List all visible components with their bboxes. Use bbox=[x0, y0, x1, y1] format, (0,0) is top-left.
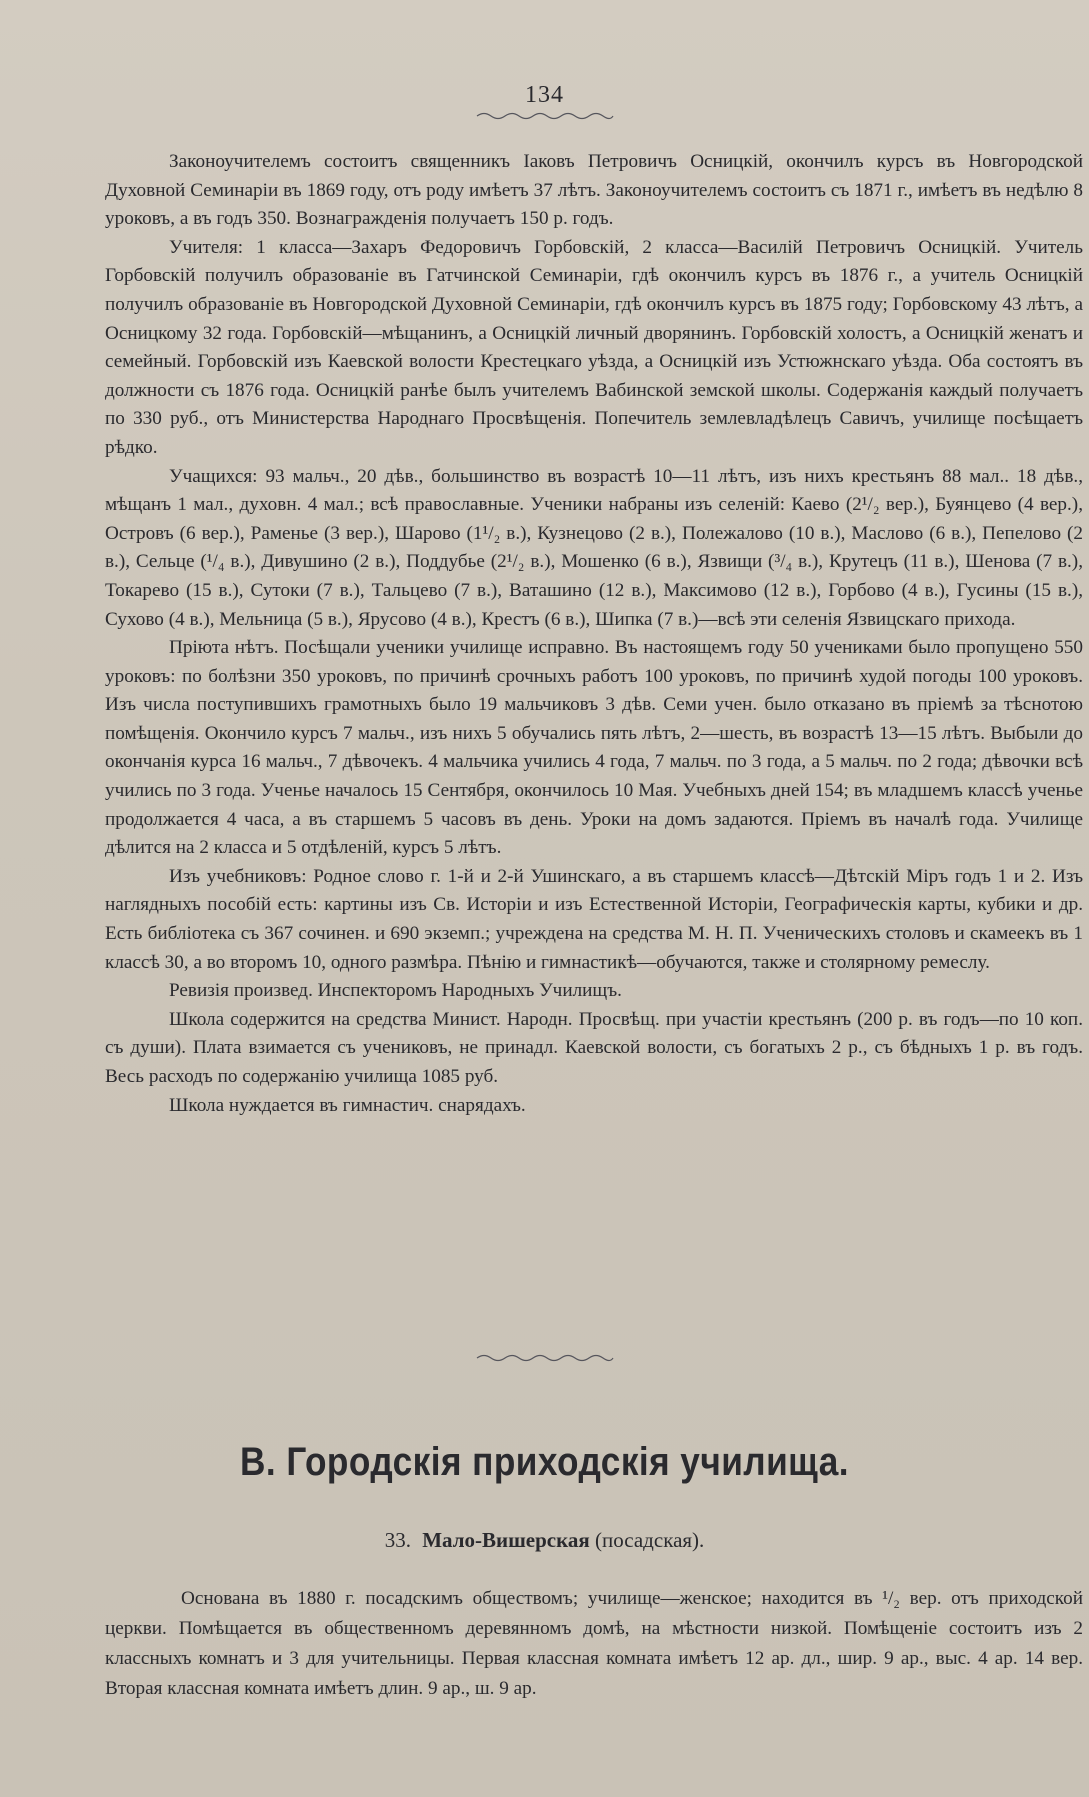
school-heading bbox=[0, 1528, 1089, 1553]
main-text-block bbox=[105, 148, 1083, 1120]
paragraph-teachers: Учителя: 1 класса—Захаръ Федоровичъ Горбовскій, 2 класса—Василій Петровичъ Осницкій. Учитель Горбовскій получилъ образованіе въ Гатчинской Семинаріи, гдѣ окончилъ курсъ въ 1876 г., а учитель Осницкій получилъ образованіе въ Новгородской Духовной Семинаріи, гдѣ окончилъ курсъ въ 1875 году; Горбовскому 43 лѣтъ, а Осницкому 32 года. Горбовскій—мѣщанинъ, а Осницкій личный дворянинъ. Горбовскій холостъ, а Осницкій женатъ и семейный. Горбовскій изъ Каевской волости Крестецкаго уѣзда, а Осницкій изъ Устюжнскаго уѣзда. Оба состоятъ въ должности съ 1876 года. Осницкій ранѣе былъ учителемъ Вабинской земской школы. Содержанія каждый получаетъ по 330 руб., отъ Министерства Народнаго Просвѣщенія. Попечитель землевладѣлецъ Савичъ, училище посѣщаетъ рѣдко. bbox=[105, 236, 1083, 458]
school-type: (посадская). bbox=[595, 1528, 705, 1552]
ornament-divider-middle bbox=[475, 1352, 615, 1364]
paragraph-funding: Школа содержится на средства Минист. Народн. Просвѣщ. при участіи крестьянъ (200 р. въ годъ—по 10 коп. съ души). Плата взимается съ учениковъ, не принадл. Каевской волости, съ богатыхъ 2 р., съ бѣдныхъ 1 р. въ годъ. Весь расходъ по содержанію училища 1085 руб. bbox=[105, 1008, 1083, 1087]
paragraph-needs: Школа нуждается въ гимнастич. снарядахъ. bbox=[169, 1094, 526, 1116]
school-number: 33. bbox=[384, 1528, 411, 1552]
section-text-block bbox=[105, 1584, 1083, 1704]
section-title: В. Городскія приходскія училища. bbox=[240, 1440, 849, 1484]
school-name: Мало-Вишерская bbox=[422, 1528, 590, 1552]
paragraph-revision: Ревизія произвед. Инспекторомъ Народныхъ Училищъ. bbox=[169, 980, 622, 1002]
page-number: 134 bbox=[525, 82, 564, 108]
paragraph-textbooks: Изъ учебниковъ: Родное слово г. 1-й и 2-й Ушинскаго, а въ старшемъ классѣ—Дѣтскій Міръ годъ 1 и 2. Изъ наглядныхъ пособій есть: картины изъ Св. Исторіи и изъ Естественной Исторіи, Географическія карты, кубики и др. Есть библіотека съ 367 сочинен. и 690 экземп.; учреждена на средства М. Н. П. Ученическихъ столовъ и скамеекъ въ 1 классѣ 30, а во второмъ 10, одного размѣра. Пѣнію и гимнастикѣ—обучаются, также и столярному ремеслу. bbox=[105, 865, 1083, 973]
paragraph-teacher-of-law: Законоучителемъ состоитъ священникъ Іаковъ Петровичъ Осницкій, окончилъ курсъ въ Новгородской Духовной Семинаріи въ 1869 году, отъ роду имѣетъ 37 лѣтъ. Законоучителемъ состоитъ съ 1871 г., имѣетъ въ недѣлю 8 уроковъ, а въ годъ 350. Вознагражденія получаетъ 150 р. годъ. bbox=[105, 151, 1083, 230]
paragraph-pupils: Учащихся: 93 мальч., 20 дѣв., большинство въ возрастѣ 10—11 лѣтъ, изъ нихъ крестьянъ 88 мал.. 18 дѣв., мѣщанъ 1 мал., духовн. 4 мал.; всѣ православные. Ученики набраны изъ селеній: Каево (2¹/₂ вер.), Буянцево (4 вер.), Островъ (6 вер.), Раменье (3 вер.), Шарово (1¹/₂ в.), Кузнецово (2 в.), Полежалово (10 в.), Маслово (6 в.), Пепелово (2 в.), Сельце (¹/₄ в.), Дивушино (2 в.), Поддубье (2¹/₂ в.), Мошенко (6 в.), Язвищи (³/₄ в.), Крутецъ (11 в.), Шенова (7 в.), Токарево (15 в.), Сутоки (7 в.), Тальцево (7 в.), Ваташино (12 в.), Максимово (12 в.), Горбово (4 в.), Гусины (15 в.), Сухово (4 в.), Мельница (5 в.), Ярусово (4 в.), Крестъ (6 в.), Шипка (7 в.)—всѣ эти селенія Язвицскаго прихода. bbox=[105, 465, 1083, 630]
paragraph-founding: Основана въ 1880 г. посадскимъ обществомъ; училище—женское; находится въ ¹/₂ вер. отъ приходской церкви. Помѣщается въ общественномъ деревянномъ домѣ, на мѣстности низкой. Помѣщеніе состоитъ изъ 2 классныхъ комнатъ и 3 для учительницы. Первая классная комната имѣетъ 12 ар. дл., шир. 9 ар., выс. 4 ар. 14 вер. Вторая классная комната имѣетъ длин. 9 ар., ш. 9 ар. bbox=[105, 1588, 1083, 1699]
paragraph-attendance: Пріюта нѣтъ. Посѣщали ученики училище исправно. Въ настоящемъ году 50 учениками было пропущено 550 уроковъ: по болѣзни 350 уроковъ, по причинѣ срочныхъ работъ 100 уроковъ, по причинѣ худой погоды 100 уроковъ. Изъ числа поступившихъ грамотныхъ было 19 мальчиковъ 3 дѣв. Семи учен. было отказано въ пріемѣ за тѣснотою помѣщенія. Окончило курсъ 7 мальч., изъ нихъ 5 обучались пять лѣтъ, 2—шесть, въ возрастѣ 13—15 лѣтъ. Выбыли до окончанія курса 16 мальч., 7 дѣвочекъ. 4 мальчика учились 4 года, 7 мальч. по 3 года, а 5 мальч. по 2 года; дѣвочки всѣ учились по 3 года. Ученье началось 15 Сентября, окончилось 10 Мая. Учебныхъ дней 154; въ младшемъ классѣ ученье продолжается 4 часа, а въ старшемъ 5 часовъ въ день. Уроки на домъ задаются. Пріемъ въ началѣ года. Училище дѣлится на 2 класса и 5 отдѣленій, курсъ 5 лѣтъ. bbox=[105, 637, 1083, 859]
ornament-divider-top bbox=[475, 110, 615, 122]
